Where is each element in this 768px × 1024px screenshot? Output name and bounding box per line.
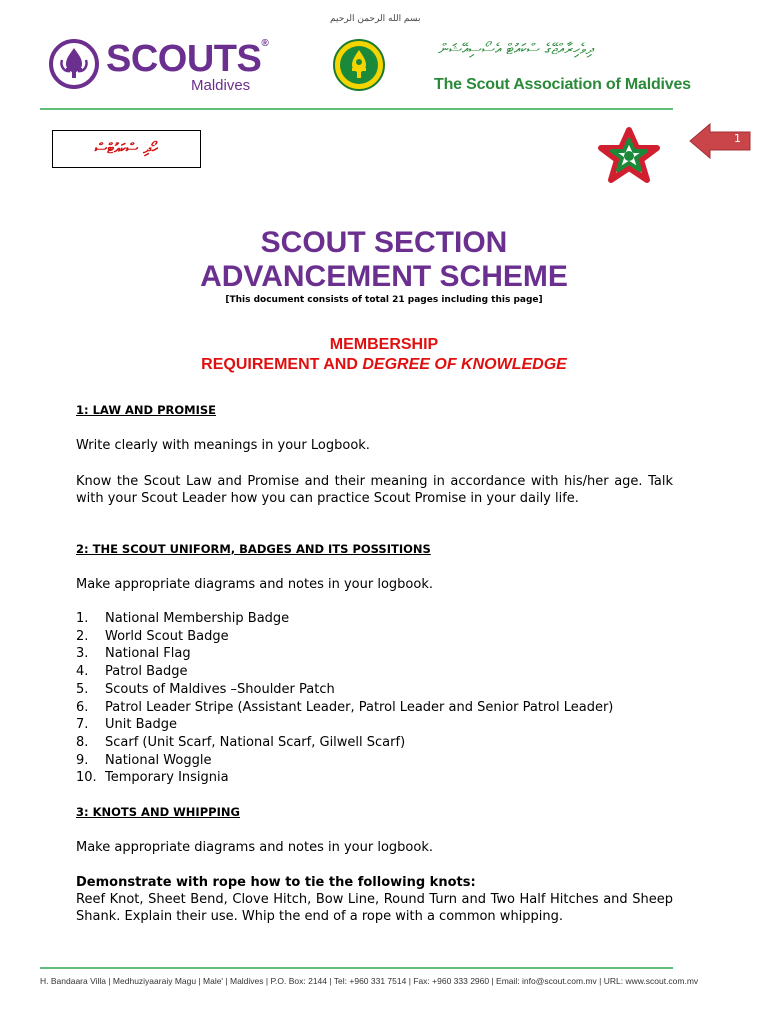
list-item: 9. National Woggle [76,752,212,768]
brand-name: SCOUTS® [106,38,269,80]
section-1-paragraph-2: Know the Scout Law and Promise and their meaning in accordance with his/her age. Talk with your Scout Leader how you can practice Scout Promise in your daily life. [76,474,673,506]
section-1-paragraph-1: Write clearly with meanings in your Logbook. [76,438,370,453]
list-item: 8. Scarf (Unit Scarf, National Scarf, Gilwell Scarf) [76,734,406,750]
list-item: 3. National Flag [76,646,191,662]
section-3-bold-line: Demonstrate with rope how to tie the following knots: [76,875,476,890]
list-item: 6. Patrol Leader Stripe (Assistant Leader, Patrol Leader and Senior Patrol Leader) [76,699,614,715]
footer-divider [40,967,673,969]
list-item: 2. World Scout Badge [76,628,229,644]
page-number-arrow-icon [688,122,752,160]
section-2-paragraph: Make appropriate diagrams and notes in your logbook. [76,577,433,592]
header-divider [40,108,673,110]
section-3-title: 3: KNOTS AND WHIPPING [76,805,240,819]
doc-title-line1: SCOUT SECTION [260,226,508,259]
badge-list [76,610,613,787]
page-number: 1 [734,132,741,145]
list-item: 1. National Membership Badge [76,611,290,626]
membership-heading: MEMBERSHIP [329,336,439,353]
list-item: 4. Patrol Badge [76,664,188,680]
list-item: 7. Unit Badge [76,717,177,733]
org-name-dhivehi: ދިވެހިރާއްޖޭގެ ސްކައުޓް އެސޯސިއޭޝަން [438,40,594,58]
list-item: 5. Scouts of Maldives –Shoulder Patch [76,681,335,697]
brand-subtitle: Maldives [191,77,251,94]
section-1-title: 1: LAW AND PROMISE [76,403,216,417]
independence-star-emblem-icon [583,126,675,184]
footer-contact: H. Bandaara Villa | Medhuziyaaraiy Magu | Male' | Maldives | P.O. Box: 2144 | Tel: +960 331 7514 | Fax: +960 333 2960 | Email: info@scout.com.mv | URL: www.scout.com.mv [40,976,699,986]
section-2-title: 2: THE SCOUT UNIFORM, BADGES AND ITS POSSITIONS [76,542,431,556]
doc-title-line2: ADVANCEMENT SCHEME [200,260,568,293]
org-name: The Scout Association of Maldives [434,76,691,93]
section-label-box: ހޯދި ސްކައުޓްސް [52,130,201,168]
list-item: 10. Temporary Insignia [76,770,229,786]
association-crest-icon [332,38,386,92]
doc-page-note: [This document consists of total 21 pages including this page] [225,295,543,305]
requirement-heading: REQUIREMENT AND DEGREE OF KNOWLEDGE [201,356,567,373]
bismillah-text: بسم الله الرحمن الرحيم [330,14,421,24]
section-3-paragraph-1: Make appropriate diagrams and notes in your logbook. [76,840,433,855]
scouts-emblem-icon [48,38,100,90]
section-3-paragraph-2: Reef Knot, Sheet Bend, Clove Hitch, Bow Line, Round Turn and Two Half Hitches and Sheep Shank. Explain their use. Whip the end of a rope with a common whipping. [76,892,673,924]
